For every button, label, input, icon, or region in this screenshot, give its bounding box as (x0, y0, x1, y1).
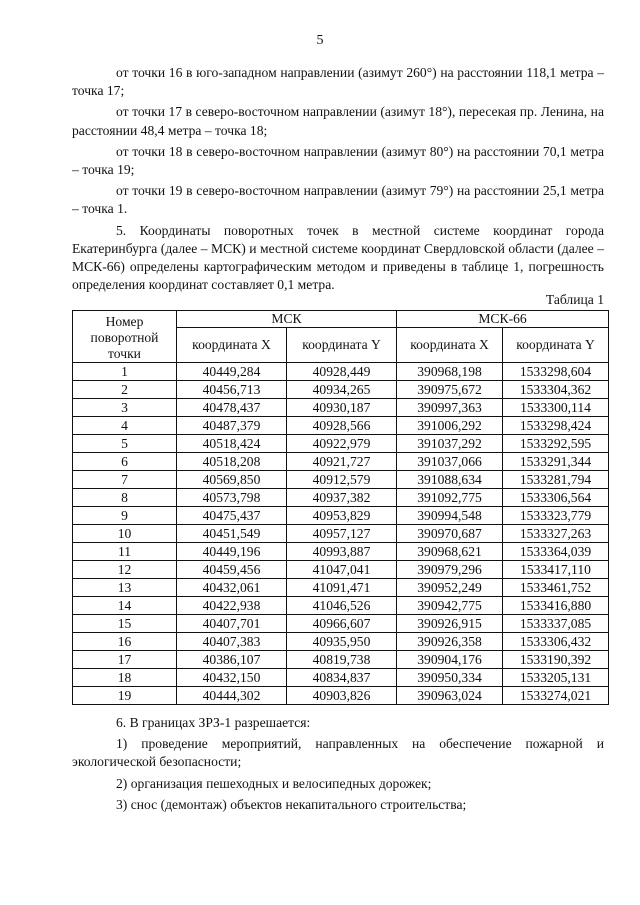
msk-x-cell: 40478,437 (177, 399, 287, 417)
msk-y-cell: 40957,127 (287, 525, 397, 543)
point-number-cell: 7 (73, 471, 177, 489)
msk-x-cell: 40386,107 (177, 651, 287, 669)
msk66-x-cell: 390997,363 (397, 399, 503, 417)
msk66-x-cell: 390968,198 (397, 363, 503, 381)
msk-x-cell: 40569,850 (177, 471, 287, 489)
paragraph-point-16: от точки 16 в юго-западном направлении (азимут 260°) на расстоянии 118,1 метра – точка 17; (72, 65, 604, 99)
msk66-y-cell: 1533323,779 (503, 507, 609, 525)
point-number-cell: 16 (73, 633, 177, 651)
point-number-cell: 4 (73, 417, 177, 435)
msk66-y-cell: 1533298,604 (503, 363, 609, 381)
msk66-x-cell: 390994,548 (397, 507, 503, 525)
msk-y-cell: 41047,041 (287, 561, 397, 579)
table-body (73, 363, 609, 705)
point-number-cell: 8 (73, 489, 177, 507)
header-msk-x: координата X (177, 328, 287, 363)
msk-x-cell: 40451,549 (177, 525, 287, 543)
msk66-y-cell: 1533292,595 (503, 435, 609, 453)
msk-y-cell: 40934,265 (287, 381, 397, 399)
msk66-x-cell: 391037,066 (397, 453, 503, 471)
body-text-top (72, 64, 604, 294)
coordinates-table (72, 310, 609, 705)
msk-y-cell: 40912,579 (287, 471, 397, 489)
page-number: 5 (316, 33, 324, 48)
header-msk66-y: координата Y (503, 328, 609, 363)
msk66-y-cell: 1533306,432 (503, 633, 609, 651)
body-text-bottom (72, 714, 604, 814)
msk66-y-cell: 1533461,752 (503, 579, 609, 597)
msk66-y-cell: 1533300,114 (503, 399, 609, 417)
point-number-cell: 3 (73, 399, 177, 417)
point-number-cell: 6 (73, 453, 177, 471)
table-row (73, 651, 609, 669)
table-row (73, 633, 609, 651)
table-row (73, 471, 609, 489)
msk66-x-cell: 391092,775 (397, 489, 503, 507)
msk66-y-cell: 1533298,424 (503, 417, 609, 435)
msk-x-cell: 40487,379 (177, 417, 287, 435)
msk66-y-cell: 1533205,131 (503, 669, 609, 687)
header-point-number: Номер поворотной точки (73, 311, 177, 363)
point-number-cell: 17 (73, 651, 177, 669)
msk-y-cell: 41046,526 (287, 597, 397, 615)
table-row (73, 381, 609, 399)
msk-x-cell: 40407,701 (177, 615, 287, 633)
paragraph-section-5: 5. Координаты поворотных точек в местной системе координат города Екатеринбурга (далее – МСК) и местной системе координат Свердловской области (далее – МСК-66) определены картографическим методом и приведены в таблице 1, погрешность определения координат составляет 0,1 метра. (72, 222, 604, 293)
msk66-y-cell: 1533281,794 (503, 471, 609, 489)
msk-y-cell: 40966,607 (287, 615, 397, 633)
table-row (73, 615, 609, 633)
msk66-x-cell: 390952,249 (397, 579, 503, 597)
msk66-x-cell: 391006,292 (397, 417, 503, 435)
msk66-x-cell: 390942,775 (397, 597, 503, 615)
paragraph-point-19: от точки 19 в северо-восточном направлении (азимут 79°) на расстоянии 25,1 метра – точка 1. (72, 183, 604, 217)
point-number-cell: 10 (73, 525, 177, 543)
msk66-y-cell: 1533417,110 (503, 561, 609, 579)
table-row (73, 579, 609, 597)
msk66-x-cell: 390926,915 (397, 615, 503, 633)
msk66-x-cell: 390963,024 (397, 687, 503, 705)
msk66-y-cell: 1533291,344 (503, 453, 609, 471)
table-row (73, 669, 609, 687)
point-number-cell: 1 (73, 363, 177, 381)
msk-x-cell: 40475,437 (177, 507, 287, 525)
msk-y-cell: 40928,566 (287, 417, 397, 435)
table-row (73, 687, 609, 705)
msk66-x-cell: 390926,358 (397, 633, 503, 651)
msk66-y-cell: 1533190,392 (503, 651, 609, 669)
table-row (73, 399, 609, 417)
msk-y-cell: 40922,979 (287, 435, 397, 453)
msk66-y-cell: 1533304,362 (503, 381, 609, 399)
paragraph-section-6: 6. В границах ЗРЗ-1 разрешается: (116, 715, 311, 730)
msk-x-cell: 40459,456 (177, 561, 287, 579)
msk66-y-cell: 1533306,564 (503, 489, 609, 507)
msk66-x-cell: 390979,296 (397, 561, 503, 579)
msk-y-cell: 40993,887 (287, 543, 397, 561)
msk-y-cell: 40921,727 (287, 453, 397, 471)
paragraph-item-1: 1) проведение мероприятий, направленных на обеспечение пожарной и экологической безопасности; (72, 736, 604, 770)
table-row (73, 489, 609, 507)
table-row (73, 435, 609, 453)
table-caption: Таблица 1 (545, 292, 604, 307)
msk66-y-cell: 1533364,039 (503, 543, 609, 561)
msk66-x-cell: 391037,292 (397, 435, 503, 453)
msk-y-cell: 40819,738 (287, 651, 397, 669)
msk66-x-cell: 390968,621 (397, 543, 503, 561)
msk-y-cell: 40903,826 (287, 687, 397, 705)
point-number-cell: 18 (73, 669, 177, 687)
point-number-cell: 13 (73, 579, 177, 597)
header-msk66-x: координата X (397, 328, 503, 363)
point-number-cell: 5 (73, 435, 177, 453)
msk-x-cell: 40449,284 (177, 363, 287, 381)
msk-y-cell: 40935,950 (287, 633, 397, 651)
msk66-x-cell: 390970,687 (397, 525, 503, 543)
msk-y-cell: 40834,837 (287, 669, 397, 687)
msk66-y-cell: 1533337,085 (503, 615, 609, 633)
msk-x-cell: 40518,424 (177, 435, 287, 453)
msk-y-cell: 40930,187 (287, 399, 397, 417)
msk-x-cell: 40407,383 (177, 633, 287, 651)
msk-x-cell: 40422,938 (177, 597, 287, 615)
table-row (73, 507, 609, 525)
table-row (73, 417, 609, 435)
msk-x-cell: 40444,302 (177, 687, 287, 705)
msk-x-cell: 40456,713 (177, 381, 287, 399)
msk-y-cell: 41091,471 (287, 579, 397, 597)
table-row (73, 363, 609, 381)
msk-x-cell: 40518,208 (177, 453, 287, 471)
table-row (73, 597, 609, 615)
msk66-y-cell: 1533274,021 (503, 687, 609, 705)
msk66-x-cell: 390904,176 (397, 651, 503, 669)
msk66-x-cell: 390950,334 (397, 669, 503, 687)
point-number-cell: 19 (73, 687, 177, 705)
paragraph-point-18: от точки 18 в северо-восточном направлении (азимут 80°) на расстоянии 70,1 метра – точка 19; (72, 143, 604, 178)
msk-x-cell: 40449,196 (177, 543, 287, 561)
paragraph-item-2: 2) организация пешеходных и велосипедных дорожек; (116, 775, 432, 791)
point-number-cell: 2 (73, 381, 177, 399)
msk-x-cell: 40432,061 (177, 579, 287, 597)
table-row (73, 525, 609, 543)
point-number-cell: 12 (73, 561, 177, 579)
msk-y-cell: 40928,449 (287, 363, 397, 381)
msk66-y-cell: 1533416,880 (503, 597, 609, 615)
table-row (73, 543, 609, 561)
paragraph-point-17: от точки 17 в северо-восточном направлении (азимут 18°), пересекая пр. Ленина, на расстоянии 48,4 метра – точка 18; (72, 104, 604, 138)
msk-y-cell: 40953,829 (287, 507, 397, 525)
point-number-cell: 15 (73, 615, 177, 633)
paragraph-item-3: 3) снос (демонтаж) объектов некапитального строительства; (116, 796, 467, 812)
msk-x-cell: 40573,798 (177, 489, 287, 507)
point-number-cell: 14 (73, 597, 177, 615)
msk66-y-cell: 1533327,263 (503, 525, 609, 543)
header-group-msk: МСК (177, 311, 397, 328)
point-number-cell: 9 (73, 507, 177, 525)
msk-y-cell: 40937,382 (287, 489, 397, 507)
table-row (73, 453, 609, 471)
header-group-msk66: МСК-66 (397, 311, 609, 328)
msk66-x-cell: 390975,672 (397, 381, 503, 399)
msk66-x-cell: 391088,634 (397, 471, 503, 489)
header-msk-y: координата Y (287, 328, 397, 363)
point-number-cell: 11 (73, 543, 177, 561)
table-row (73, 561, 609, 579)
msk-x-cell: 40432,150 (177, 669, 287, 687)
